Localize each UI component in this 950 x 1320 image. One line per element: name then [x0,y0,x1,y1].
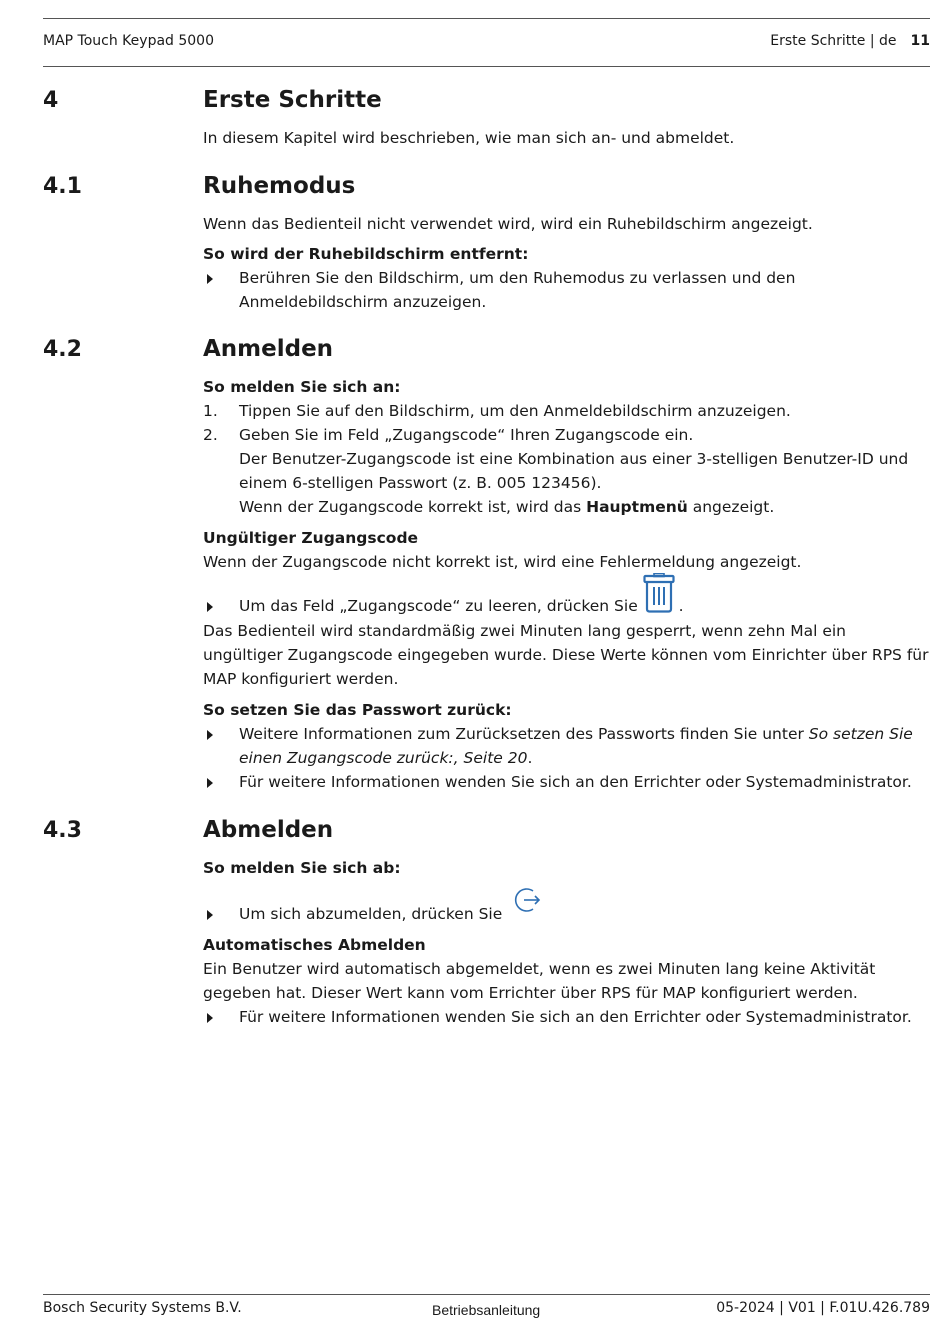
header-section-label: Erste Schritte | de [770,33,897,49]
header-bottom-rule [43,66,930,67]
section-4-number: 4 [43,88,59,113]
bullet-arrow-icon [207,274,213,284]
section-42-title: Anmelden [203,336,334,362]
header-top-rule [43,18,930,19]
step-2-result-text [239,495,930,519]
invalid-code-paragraph: Wenn der Zugangscode nicht korrekt ist, wird eine Fehlermeldung angezeigt. [203,553,802,571]
section-43-number: 4.3 [43,818,82,843]
step-2-result-post: angezeigt. [687,498,775,516]
step-1-text: Tippen Sie auf den Bildschirm, um den Anmeldebildschirm anzuzeigen. [239,402,791,420]
page-number: 11 [910,33,930,49]
section-41-number: 4.1 [43,174,82,199]
invalid-code-heading: Ungültiger Zugangscode [203,529,419,547]
reset-password-text [239,722,930,770]
section-4-intro: In diesem Kapitel wird beschrieben, wie man sich an- und abmeldet. [203,129,735,147]
section-42-heading: So melden Sie sich an: [203,378,401,396]
reset-password-reference[interactable]: So setzen Sie einen Zugangscode zurück:, Seite 20 [239,725,913,767]
section-41-paragraph: Wenn das Bedienteil nicht verwendet wird, wird ein Ruhebildschirm angezeigt. [203,215,813,233]
reset-password-pre: Weitere Informationen zum Zurücksetzen des Passworts finden Sie unter [239,725,809,743]
reset-password-post: . [527,749,533,767]
footer-company: Bosch Security Systems B.V. [43,1300,242,1316]
clear-field-post: . [678,597,684,615]
step-2-result-pre: Wenn der Zugangscode korrekt ist, wird das [239,498,587,516]
bullet-arrow-icon [207,910,213,920]
bullet-text: Berühren Sie den Bildschirm, um den Ruhemodus zu verlassen und den Anmeldebildschirm anzuzeigen. [239,269,796,311]
trash-icon [643,573,675,613]
bullet-arrow-icon [207,778,213,788]
section-43-heading: So melden Sie sich ab: [203,859,401,877]
step-1-number: 1. [203,402,218,420]
section-41-heading: So wird der Ruhebildschirm entfernt: [203,245,529,263]
section-41-title: Ruhemodus [203,173,356,199]
header-section [770,33,930,49]
bullet-arrow-icon [207,730,213,740]
footer-rule [43,1294,930,1295]
logout-text: Um sich abzumelden, drücken Sie [239,905,503,923]
clear-field-text [239,594,930,618]
step-2-text: Geben Sie im Feld „Zugangscode“ Ihren Zugangscode ein. [239,426,694,444]
reset-password-heading: So setzen Sie das Passwort zurück: [203,701,512,719]
clear-field-pre: Um das Feld „Zugangscode“ zu leeren, drücken Sie [239,597,643,615]
step-2-number: 2. [203,426,218,444]
section-42-number: 4.2 [43,337,82,362]
contact-text-2: Für weitere Informationen wenden Sie sich an den Errichter oder Systemadministrator. [239,1008,912,1026]
step-2-detail-text: Der Benutzer-Zugangscode ist eine Kombination aus einer 3-stelligen Benutzer-ID und einem 6-stelligen Passwort (z. B. 005 123456). [239,450,909,492]
bullet-arrow-icon [207,1013,213,1023]
section-4-title: Erste Schritte [203,87,382,113]
bullet-arrow-icon [207,602,213,612]
section-43-title: Abmelden [203,817,334,843]
auto-logout-paragraph: Ein Benutzer wird automatisch abgemeldet, wenn es zwei Minuten lang keine Aktivität gegeben hat. Dieser Wert kann vom Errichter über RPS für MAP konfiguriert werden. [203,960,876,1002]
auto-logout-heading: Automatisches Abmelden [203,936,426,954]
footer-version: 05-2024 | V01 | F.01U.426.789 [716,1300,930,1316]
header-product: MAP Touch Keypad 5000 [43,33,214,49]
step-2-result-menu: Hauptmenü [586,498,688,516]
lockout-paragraph: Das Bedienteil wird standardmäßig zwei Minuten lang gesperrt, wenn zehn Mal ein ungültiger Zugangscode eingegeben wurde. Diese Werte können vom Einrichter über RPS für MAP konfiguriert werden. [203,622,929,688]
footer-doc-type: Betriebsanleitung [432,1302,541,1318]
logout-icon [513,885,543,915]
contact-text: Für weitere Informationen wenden Sie sich an den Errichter oder Systemadministrator. [239,773,912,791]
